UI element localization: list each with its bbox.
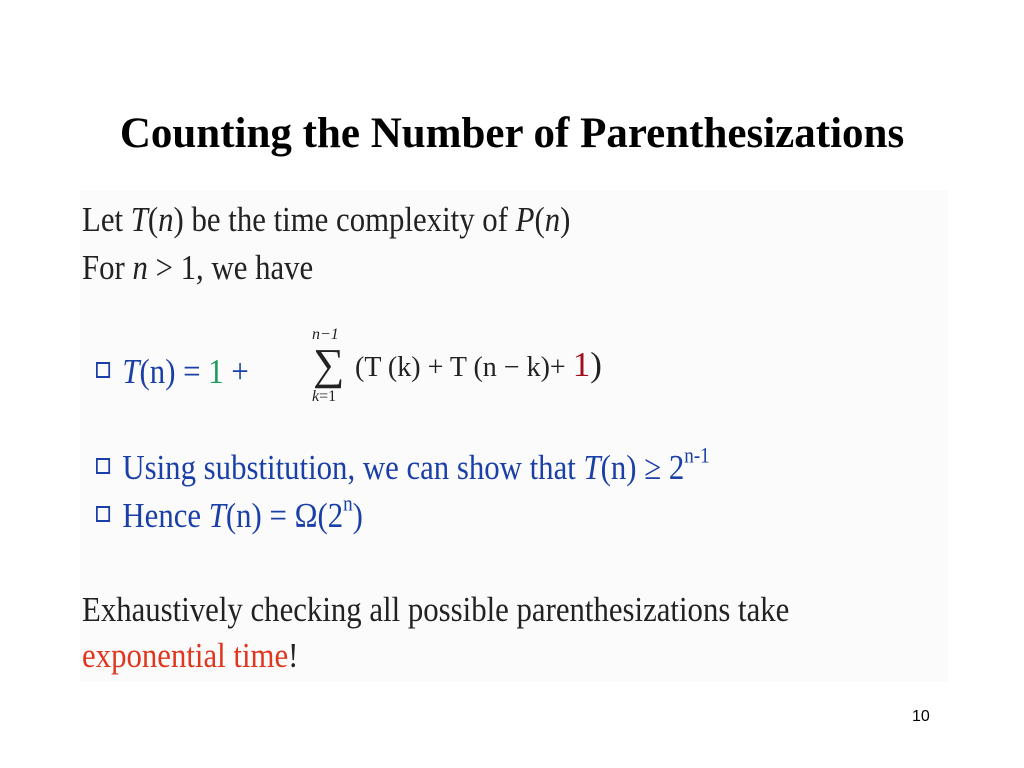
n-var: n [158,200,174,239]
hence-exp: n [343,491,353,516]
bullet-square-icon [96,458,110,474]
sub-t-func: T [583,448,601,487]
conclusion-highlight: exponential time [82,636,289,675]
bullet-square-icon [96,362,110,378]
summation-symbol [310,326,346,408]
intro-line-2 [82,248,313,288]
hence-line [96,491,363,536]
p-func: P [515,200,535,239]
rec-lhs: (n) = [139,352,209,391]
sum-body-text: (T (k) + T (n − k)+ [355,352,573,383]
sum-sign: ∑ [313,340,345,389]
t-func: T [130,200,148,239]
bullet-square-icon [96,506,110,522]
sum-body [355,345,602,385]
recurrence-line [96,352,249,392]
sum-lower-var: k [312,388,320,405]
sum-upper-limit: n−1 [312,326,339,343]
substitution-rel: (n) ≥ 2 [600,448,685,487]
sum-lower-limit [312,388,336,406]
rec-t-func: T [122,352,140,391]
be-text: be the time complexity of [183,200,516,239]
rec-plus: + [223,352,249,391]
page-number: 10 [912,708,930,725]
for-prefix: For [82,248,133,287]
rec-const-one: 1 [208,352,224,391]
n-var-2: n [544,200,561,239]
slide-title: Counting the Number of Parenthesizations [119,110,905,157]
conclusion-line-2 [82,636,298,676]
conclusion-tail: ! [288,636,299,675]
sum-lower-eq: =1 [319,388,337,405]
hence-close: ) [352,496,363,535]
conclusion-line-1: Exhaustively checking all possible parenthesizations take [82,590,790,629]
sum-final-one: 1 [572,345,591,384]
let-prefix: Let [82,200,131,239]
substitution-exp: n-1 [684,443,710,468]
hence-t-func: T [208,496,226,535]
sum-close-paren: ) [590,345,602,384]
n-var-3: n [132,248,148,287]
substitution-line [96,443,710,488]
intro-line-1: Let T(n) be the time complexity of P(n) [82,200,571,239]
substitution-text: Using substitution, we can show that [122,448,584,487]
hence-rel: (n) = Ω(2 [225,496,344,535]
for-suffix: > 1, we have [147,248,314,287]
hence-text: Hence [122,496,209,535]
